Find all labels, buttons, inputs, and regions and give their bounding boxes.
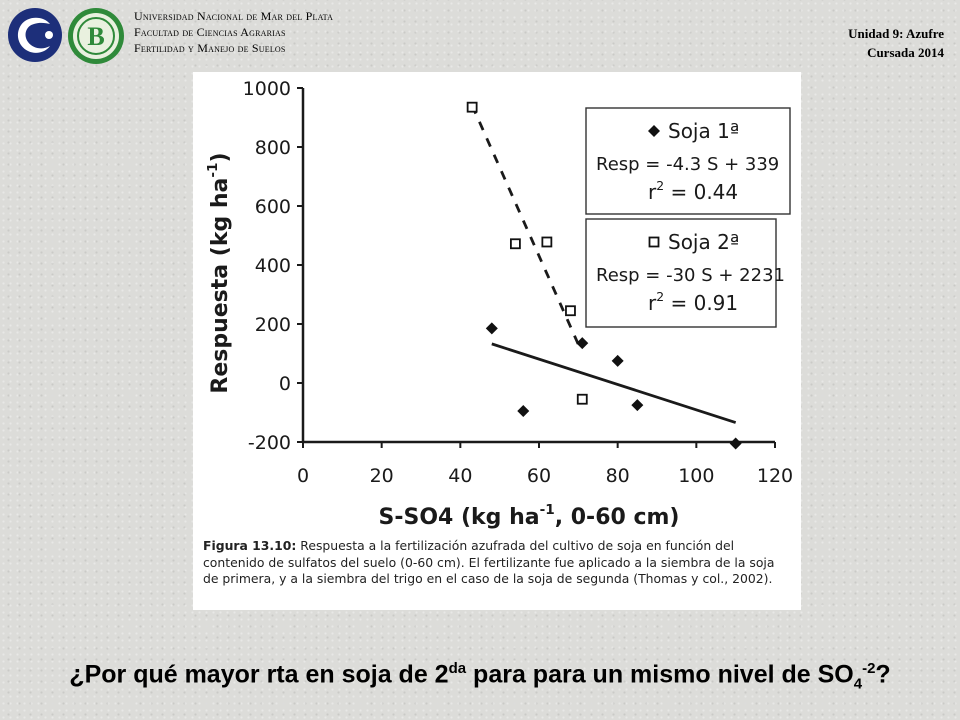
slide-question [0, 660, 960, 692]
x-tick-label: 80 [605, 465, 630, 487]
legend-r-squared-part-1: 2 [656, 289, 665, 304]
question-subscript: 4 [853, 675, 863, 693]
faculty-logo [66, 6, 126, 66]
data-point-soja-2 [542, 237, 551, 246]
data-point-soja-1 [631, 399, 643, 411]
university-logo [6, 6, 64, 64]
x-tick-label: 40 [448, 465, 473, 487]
data-point-soja-2 [468, 103, 477, 112]
scatter-chart [193, 72, 801, 532]
course-year: Cursada 2014 [867, 45, 944, 60]
university-logo-dot [45, 31, 53, 39]
university-name: Universidad Nacional de Mar del Plata [134, 9, 334, 23]
legend-r-squared-part-0: r [648, 180, 657, 204]
y-axis-label-part-1: -1 [205, 162, 222, 178]
y-tick-label: 0 [278, 373, 291, 395]
x-tick-label: 0 [296, 465, 310, 487]
y-axis-label-part-2: ) [208, 152, 233, 163]
data-point-soja-1 [730, 437, 742, 449]
legend-series-name: Soja 1ª [668, 119, 740, 143]
chair-name: Fertilidad y Manejo de Suelos [134, 41, 286, 55]
regression-line-2 [472, 105, 578, 344]
legend-series-name: Soja 2ª [668, 230, 740, 254]
legend-r-squared-part-2: = 0.44 [664, 180, 739, 204]
legend-r-squared-part-0: r [648, 291, 657, 315]
question-ordinal: da [448, 660, 467, 677]
x-axis-label-part-1: -1 [539, 502, 555, 519]
y-tick-label: 200 [254, 314, 291, 336]
y-tick-label: 400 [254, 255, 291, 277]
legend-r-squared-part-2: = 0.91 [664, 291, 739, 315]
x-axis-label [379, 502, 680, 530]
legend-r-squared-part-1: 2 [656, 178, 665, 193]
university-logo-disc [8, 8, 62, 62]
y-tick-label: 600 [254, 196, 291, 218]
x-axis-label-part-2: , 0-60 cm) [554, 505, 680, 530]
unit-title: Unidad 9: Azufre [848, 26, 944, 41]
data-point-soja-2 [511, 239, 520, 248]
x-tick-label: 20 [369, 465, 394, 487]
faculty-name: Facultad de Ciencias Agrarias [134, 25, 286, 39]
y-axis-label-part-0: Respuesta (kg ha [208, 177, 233, 394]
x-tick-label: 60 [526, 465, 552, 487]
question-charge: -2 [862, 660, 876, 677]
faculty-logo-letter: B [87, 22, 105, 51]
y-axis-label [205, 152, 233, 393]
y-tick-label: 800 [254, 137, 291, 159]
caption-text: Respuesta a la fertilización azufrada del cultivo de soja en función del contenido de sulfatos del suelo (0-60 cm). El fertilizante fue aplicado a la siembra de la soja de primera, y a la siembra del trigo en el caso de la soja de segunda (Thomas y col., 2002). [203, 538, 775, 586]
question-suffix: ? [875, 660, 891, 689]
legend-equation: Resp = -4.3 S + 339 [596, 154, 780, 175]
data-point-soja-1 [517, 405, 529, 417]
legend-marker-soja-2 [650, 238, 659, 247]
data-point-soja-1 [576, 337, 588, 349]
y-tick-label: 1000 [242, 78, 291, 100]
x-tick-label: 100 [678, 465, 715, 487]
x-axis-label-part-0: S-SO4 (kg ha [378, 505, 540, 530]
question-middle: para para un mismo nivel de SO [466, 660, 854, 689]
legend-equation: Resp = -30 S + 2231 [596, 265, 785, 286]
question-prefix: ¿Por qué mayor rta en soja de 2 [69, 660, 449, 689]
data-point-soja-1 [612, 355, 624, 367]
course-info [848, 24, 944, 62]
x-tick-label: 120 [756, 465, 794, 487]
caption-label: Figura 13.10: [203, 538, 297, 553]
data-point-soja-1 [486, 322, 498, 334]
institution-header [134, 8, 333, 56]
figure-caption [203, 538, 793, 588]
y-tick-label: -200 [247, 432, 291, 454]
data-point-soja-2 [578, 395, 587, 404]
figure-panel [193, 72, 801, 610]
data-point-soja-2 [566, 306, 575, 315]
